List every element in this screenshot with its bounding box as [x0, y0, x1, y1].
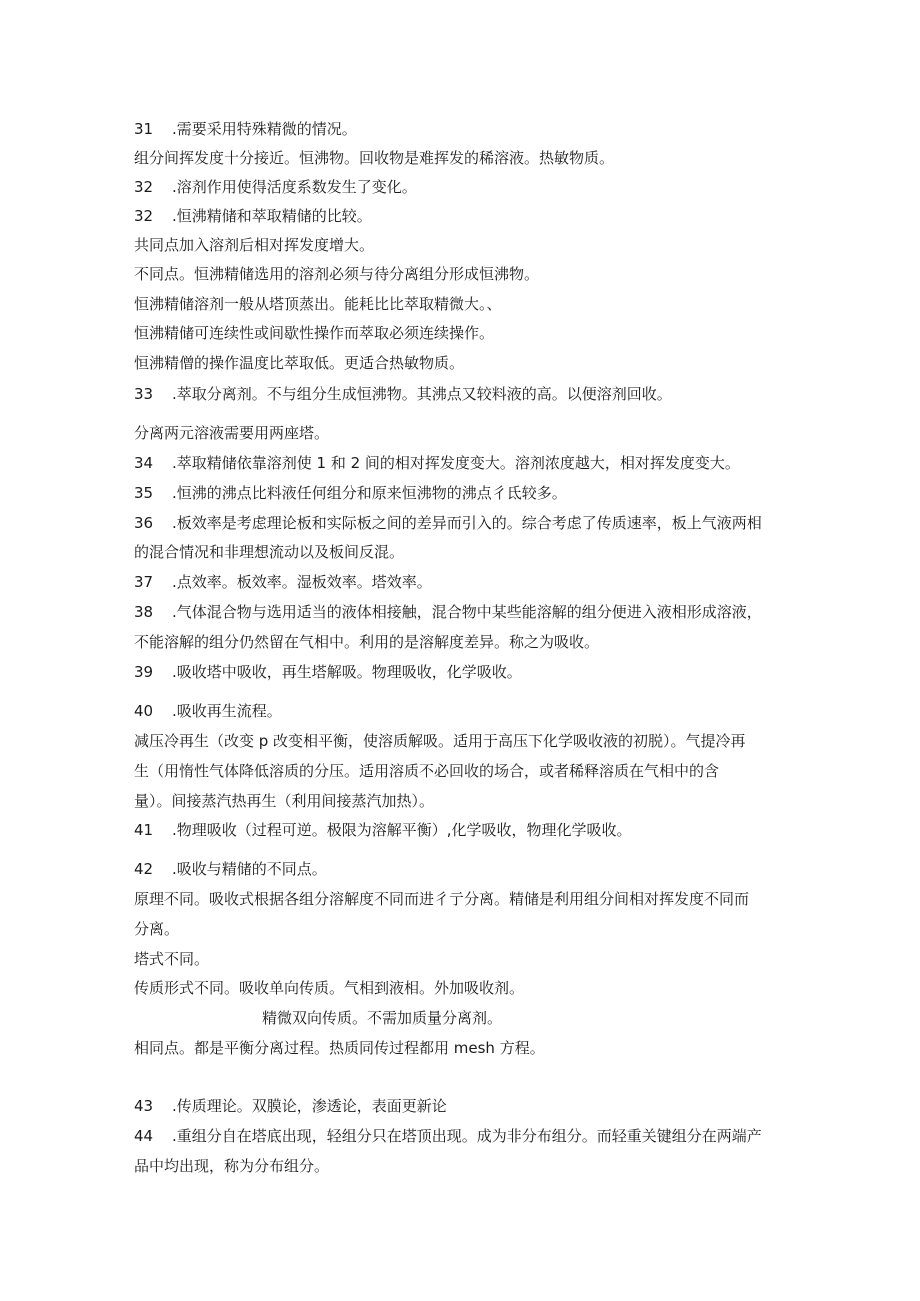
item-34: 34 .萃取精储依靠溶剂使 1 和 2 间的相对挥发度变大。溶剂浓度越大，相对挥发度变大。 [134, 454, 740, 472]
item-32: 32 .溶剂作用使得活度系数发生了变化。 [134, 178, 417, 196]
item-33: 33 .萃取分离剂。不与组分生成恒沸物。其沸点又较料液的高。以便溶剂回收。 [134, 385, 672, 403]
paragraph-line: 组分间挥发度十分接近。恒沸物。回收物是难挥发的稀溶液。热敏物质。 [134, 149, 615, 167]
item-39: 39 .吸收塔中吸收，再生塔解吸。物理吸收，化学吸收。 [134, 663, 522, 681]
paragraph-line: 分离两元溶液需要用两座塔。 [134, 424, 330, 442]
item-36: 36 .板效率是考虑理论板和实际板之间的差异而引入的。综合考虑了传质速率，板上气液两相 [134, 514, 762, 532]
item-41: 41 .物理吸收（过程可逆。极限为溶解平衡）,化学吸收，物理化学吸收。 [134, 821, 632, 839]
paragraph-line: 不同点。恒沸精储选用的溶剂必须与待分离组分形成恒沸物。 [134, 265, 540, 283]
paragraph-line: 共同点加入溶剂后相对挥发度增大。 [134, 236, 375, 254]
paragraph-line: 生（用惰性气体降低溶质的分压。适用溶质不必回收的场合，或者稀释溶质在气相中的含 [134, 762, 720, 780]
item-42: 42 .吸收与精储的不同点。 [134, 860, 327, 878]
item-31: 31 .需要采用特殊精微的情况。 [134, 120, 357, 138]
paragraph-line: 不能溶解的组分仍然留在气相中。利用的是溶解度差异。称之为吸收。 [134, 633, 600, 651]
paragraph-line: 相同点。都是平衡分离过程。热质同传过程都用 mesh 方程。 [134, 1039, 545, 1057]
item-38: 38 .气体混合物与选用适当的液体相接触，混合物中某些能溶解的组分便进入液相形成溶液， [134, 603, 762, 621]
item-35: 35 .恒沸的沸点比料液任何组分和原来恒沸物的沸点彳氐较多。 [134, 484, 567, 502]
item-40: 40 .吸收再生流程。 [134, 702, 282, 720]
item-37: 37 .点效率。板效率。湿板效率。塔效率。 [134, 573, 432, 591]
paragraph-line: 的混合情况和非理想流动以及板间反混。 [134, 543, 405, 561]
paragraph-line: 塔式不同。 [134, 950, 210, 968]
paragraph-line: 分离。 [134, 920, 180, 938]
paragraph-line: 恒沸精储可连续性或间歇性操作而萃取必须连续操作。 [134, 324, 495, 342]
paragraph-line: 原理不同。吸收式根据各组分溶解度不同而进彳亍分离。精储是利用组分间相对挥发度不同而 [134, 890, 750, 908]
paragraph-line-indented: 精微双向传质。不需加质量分离剂。 [262, 1009, 503, 1027]
paragraph-line: 量）。间接蒸汽热再生（利用间接蒸汽加热）。 [134, 792, 435, 810]
paragraph-line: 恒沸精僧的操作温度比萃取低。更适合热敏物质。 [134, 354, 465, 372]
item-44: 44 .重组分自在塔底出现，轻组分只在塔顶出现。成为非分布组分。而轻重关键组分在两端产 [134, 1127, 762, 1145]
paragraph-line: 减压冷再生（改变 p 改变相平衡，使溶质解吸。适用于高压下化学吸收液的初脱）。气提冷再 [134, 732, 746, 750]
paragraph-line: 品中均出现，称为分布组分。 [134, 1157, 330, 1175]
item-32b: 32 .恒沸精储和萃取精储的比较。 [134, 207, 372, 225]
item-43: 43 .传质理论。双膜论，渗透论，表面更新论 [134, 1097, 447, 1115]
paragraph-line: 恒沸精储溶剂一般从塔顶蒸出。能耗比比萃取精微大。、 [134, 295, 502, 313]
paragraph-line: 传质形式不同。吸收单向传质。气相到液相。外加吸收剂。 [134, 979, 525, 997]
